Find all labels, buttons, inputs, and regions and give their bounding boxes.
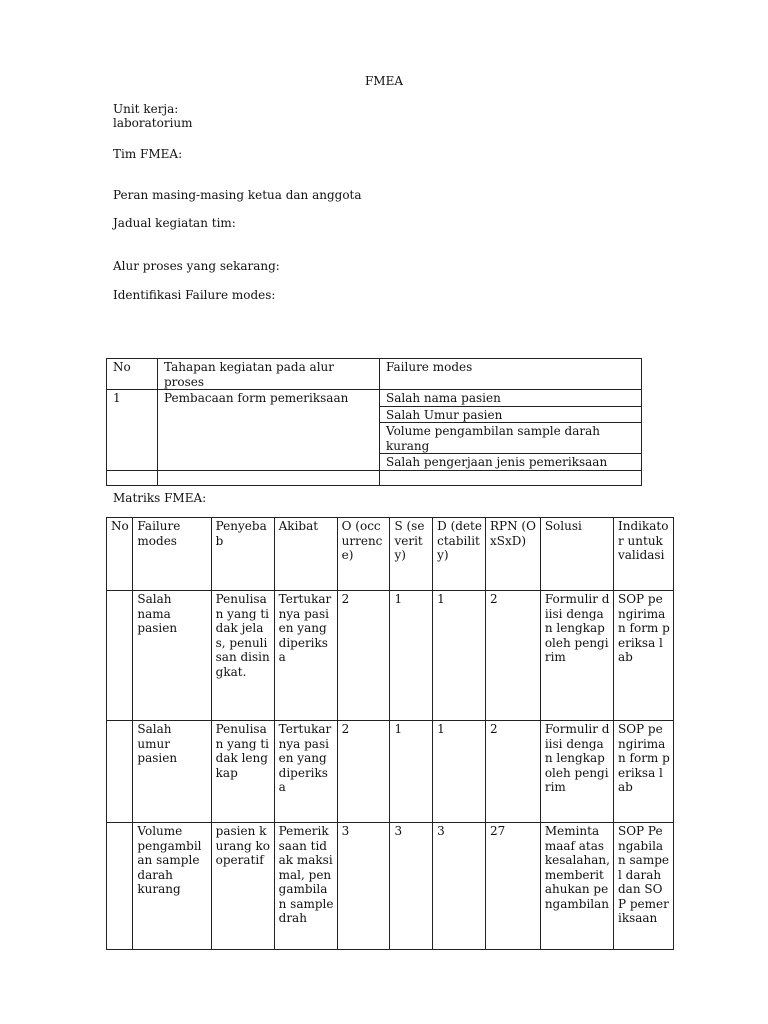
empty-cell xyxy=(158,470,380,485)
header-stage: Tahapan kegiatan pada alur proses xyxy=(158,359,380,390)
cell-failure: Salah nama pasien xyxy=(133,591,211,721)
header-solution: Solusi xyxy=(540,518,613,591)
unit-value: laboratorium xyxy=(113,116,193,130)
header-cause: Penyebab xyxy=(211,518,274,591)
empty-cell xyxy=(107,470,158,485)
cell-o: 2 xyxy=(337,721,390,823)
cell-indicator: SOP pengiriman form periksa lab xyxy=(613,591,673,721)
cell-solution: Formulir diisi dengan lengkap oleh pengirim xyxy=(540,591,613,721)
cell-rpn: 2 xyxy=(485,591,540,721)
unit-label: Unit kerja: xyxy=(113,102,179,116)
cell-effect: Tertukarnya pasien yang diperiksa xyxy=(274,591,337,721)
header-effect: Akibat xyxy=(274,518,337,591)
failure-mode-item: Volume pengambilan sample darah kurang xyxy=(380,423,642,454)
failure-id-label: Identifikasi Failure modes: xyxy=(113,288,276,302)
cell-indicator: SOP Pengabilan sampel darah dan SOP pemeriksaan xyxy=(613,823,673,950)
table-row xyxy=(107,823,674,950)
cell-rpn: 27 xyxy=(485,823,540,950)
document-title: FMEA xyxy=(364,74,404,88)
cell-cause: Penulisan yang tidak lengkap xyxy=(211,721,274,823)
cell-s: 3 xyxy=(390,823,433,950)
cell-cause: Penulisan yang tidak jelas, penulisan disingkat. xyxy=(211,591,274,721)
team-label: Tim FMEA: xyxy=(113,147,183,161)
process-label: Alur proses yang sekarang: xyxy=(113,259,280,273)
row-no: 1 xyxy=(107,390,158,471)
table-row xyxy=(107,721,674,823)
failure-mode-item: Salah Umur pasien xyxy=(380,406,642,423)
cell-s: 1 xyxy=(390,721,433,823)
matrix-label: Matriks FMEA: xyxy=(113,491,207,505)
header-occurrence: O (occurrence) xyxy=(337,518,390,591)
empty-cell xyxy=(380,470,642,485)
header-severity: S (severity) xyxy=(390,518,433,591)
cell-o: 2 xyxy=(337,591,390,721)
failure-mode-item: Salah nama pasien xyxy=(380,390,642,407)
cell-failure: Volume pengambilan sample darah kurang xyxy=(133,823,211,950)
table-row xyxy=(107,591,674,721)
roles-label: Peran masing-masing ketua dan anggota xyxy=(113,188,362,202)
cell-d: 3 xyxy=(433,823,486,950)
cell-rpn: 2 xyxy=(485,721,540,823)
failure-modes-table xyxy=(106,358,642,486)
cell-solution: Memintа maaf atas kesalahan, memberitahukan pengambilan xyxy=(540,823,613,950)
fmea-matrix-table xyxy=(106,517,674,950)
cell-cause: pasien kurang kooperatif xyxy=(211,823,274,950)
failure-mode-item: Salah pengerjaan jenis pemeriksaan xyxy=(380,454,642,471)
cell-d: 1 xyxy=(433,721,486,823)
header-no: No xyxy=(107,518,133,591)
header-no: No xyxy=(107,359,158,390)
header-detectability: D (detectability) xyxy=(433,518,486,591)
cell-s: 1 xyxy=(390,591,433,721)
cell-effect: Pemeriksaan tidak maksimal, pengambilan sample drah xyxy=(274,823,337,950)
cell-indicator: SOP pengiriman form periksa lab xyxy=(613,721,673,823)
cell-no xyxy=(107,823,133,950)
header-failure-modes: Failure modes xyxy=(133,518,211,591)
cell-no xyxy=(107,721,133,823)
cell-d: 1 xyxy=(433,591,486,721)
cell-effect: Tertukarnya pasien yang diperiksa xyxy=(274,721,337,823)
schedule-label: Jadual kegiatan tim: xyxy=(113,216,236,230)
header-indicator: Indikator untuk validasi xyxy=(613,518,673,591)
cell-failure: Salah umur pasien xyxy=(133,721,211,823)
cell-o: 3 xyxy=(337,823,390,950)
cell-solution: Formulir diisi dengan lengkap oleh pengirim xyxy=(540,721,613,823)
cell-no xyxy=(107,591,133,721)
row-stage: Pembacaan form pemeriksaan xyxy=(158,390,380,471)
header-failure-modes: Failure modes xyxy=(380,359,642,390)
header-rpn: RPN (OxSxD) xyxy=(485,518,540,591)
